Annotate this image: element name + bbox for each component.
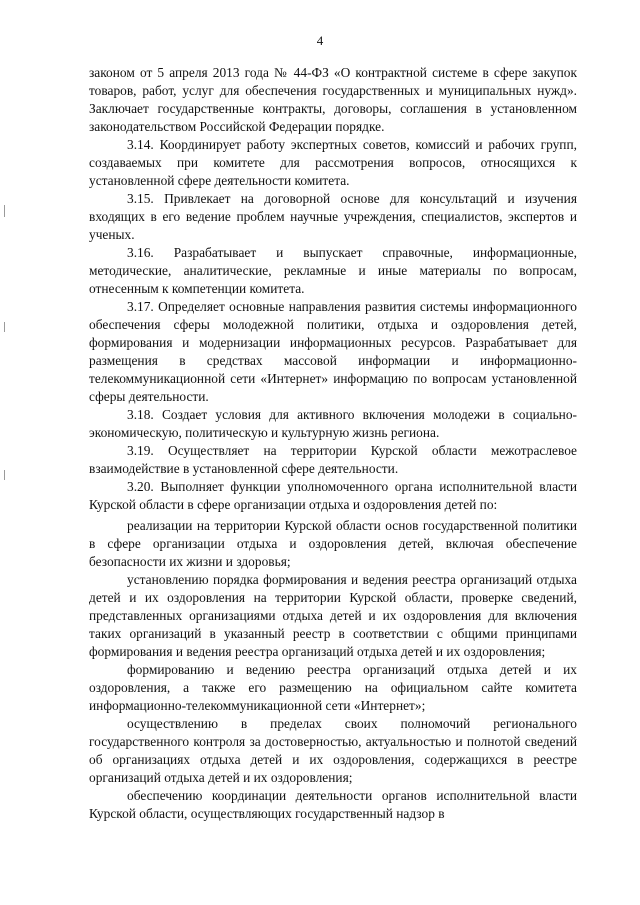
list-item: формированию и ведению реестра организаций отдыха детей и их оздоровления, а также его размещению на официальном сайте комитета информационно-телекоммуникационной сети «Интернет»;	[89, 662, 577, 713]
scan-edge-mark	[4, 322, 5, 332]
paragraph-3-18: 3.18. Создает условия для активного включения молодежи в социально-экономическую, политическую и культурную жизнь региона.	[89, 407, 577, 440]
paragraph-3-17: 3.17. Определяет основные направления развития системы информационного обеспечения сферы молодежной политики, отдыха и оздоровления детей, формирования и модернизации информационных ресурсов. Разрабатывает для размещения в средствах массовой информации и информационно-телекоммуникационной сети «Интернет» информацию по вопросам установленной сферы деятельности.	[89, 299, 577, 404]
scan-edge-mark	[4, 470, 5, 480]
paragraph-3-20: 3.20. Выполняет функции уполномоченного органа исполнительной власти Курской области в сфере организации отдыха и оздоровления детей по:	[89, 479, 577, 512]
document-body	[89, 64, 577, 823]
list-item: осуществлению в пределах своих полномочий регионального государственного контроля за достоверностью, актуальностью и полнотой сведений об организациях отдыха детей и их оздоровления, содержащихся в реестре организаций отдыха детей и их оздоровления;	[89, 716, 577, 785]
list-item: реализации на территории Курской области основ государственной политики в сфере организации отдыха и оздоровления детей, включая обеспечение безопасности их жизни и здоровья;	[89, 518, 577, 569]
paragraph-3-15: 3.15. Привлекает на договорной основе для консультаций и изучения входящих в его ведение проблем научные учреждения, специалистов, экспертов и ученых.	[89, 191, 577, 242]
scan-edge-mark	[4, 205, 5, 217]
page-number: 4	[316, 33, 324, 48]
paragraph: законом от 5 апреля 2013 года № 44-ФЗ «О контрактной системе в сфере закупок товаров, работ, услуг для обеспечения государственных и муниципальных нужд». Заключает государственные контракты, договоры, соглашения в установленном законодательством Российской Федерации порядке.	[89, 65, 577, 134]
paragraph-3-19: 3.19. Осуществляет на территории Курской области межотраслевое взаимодействие в установленной сфере деятельности.	[89, 443, 577, 476]
paragraph-3-14: 3.14. Координирует работу экспертных советов, комиссий и рабочих групп, создаваемых при комитете для рассмотрения вопросов, относящихся к установленной сфере деятельности комитета.	[89, 137, 577, 188]
list-item: установлению порядка формирования и ведения реестра организаций отдыха детей и их оздоровления на территории Курской области, проверке сведений, представленных организациями отдыха детей и их оздоровления для включения таких организаций в указанный реестр в соответствии с общими принципами формирования и ведения реестра организаций отдыха детей и их оздоровления;	[89, 572, 577, 659]
paragraph-3-16: 3.16. Разрабатывает и выпускает справочные, информационные, методические, аналитические, рекламные и иные материалы по вопросам, отнесенным к компетенции комитета.	[89, 245, 577, 296]
list-item: обеспечению координации деятельности органов исполнительной власти Курской области, осуществляющих государственный надзор в	[89, 788, 577, 821]
